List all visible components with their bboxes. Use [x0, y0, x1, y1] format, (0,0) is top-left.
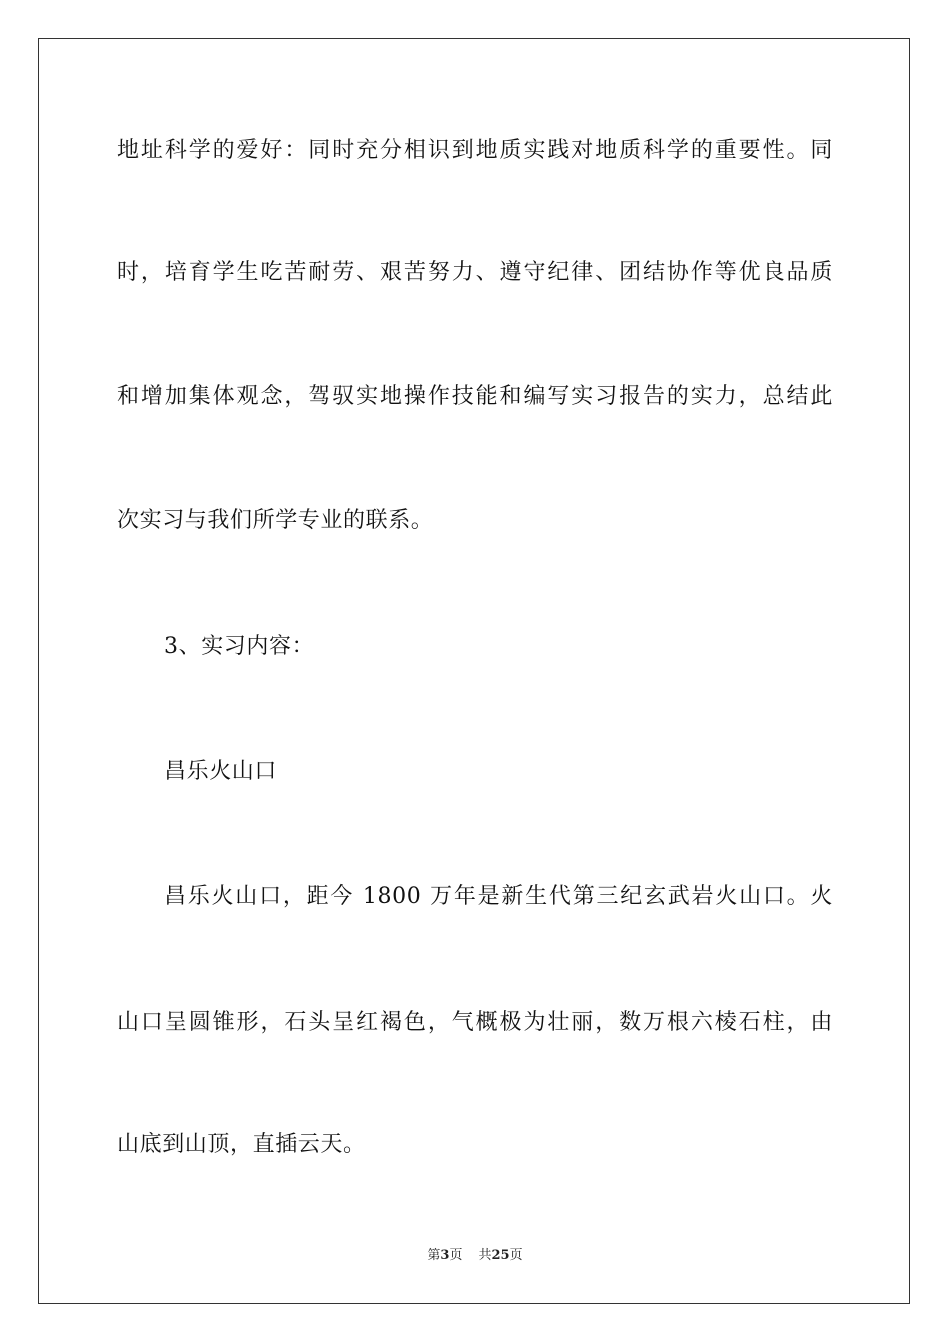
total-suffix: 页: [509, 1248, 523, 1263]
total-prefix: 共: [478, 1248, 492, 1263]
total-pages: 25: [491, 1248, 510, 1263]
page-number: 3: [440, 1248, 450, 1263]
body-line-1: 地址科学的爱好：同时充分相识到地质实践对地质科学的重要性。同: [117, 138, 833, 163]
paragraph-line-2: 山口呈圆锥形，石头呈红褐色，气概极为壮丽，数万根六棱石柱，由: [117, 1010, 833, 1035]
page-prefix: 第: [427, 1248, 441, 1263]
paragraph-line-3: 山底到山顶，直插云天。: [117, 1132, 366, 1157]
page-footer: [0, 1247, 950, 1265]
paragraph-line-1: 昌乐火山口，距今 1800 万年是新生代第三纪玄武岩火山口。火: [164, 884, 833, 909]
page-border: [38, 38, 910, 1304]
section-heading: 3、实习内容：: [164, 634, 315, 659]
body-line-2: 时，培育学生吃苦耐劳、艰苦努力、遵守纪律、团结协作等优良品质: [117, 260, 833, 285]
body-line-3: 和增加集体观念，驾驭实地操作技能和编写实习报告的实力，总结此: [117, 384, 833, 409]
page-suffix: 页: [449, 1248, 463, 1263]
body-line-4: 次实习与我们所学专业的联系。: [117, 508, 434, 533]
subheading: 昌乐火山口: [164, 759, 278, 784]
